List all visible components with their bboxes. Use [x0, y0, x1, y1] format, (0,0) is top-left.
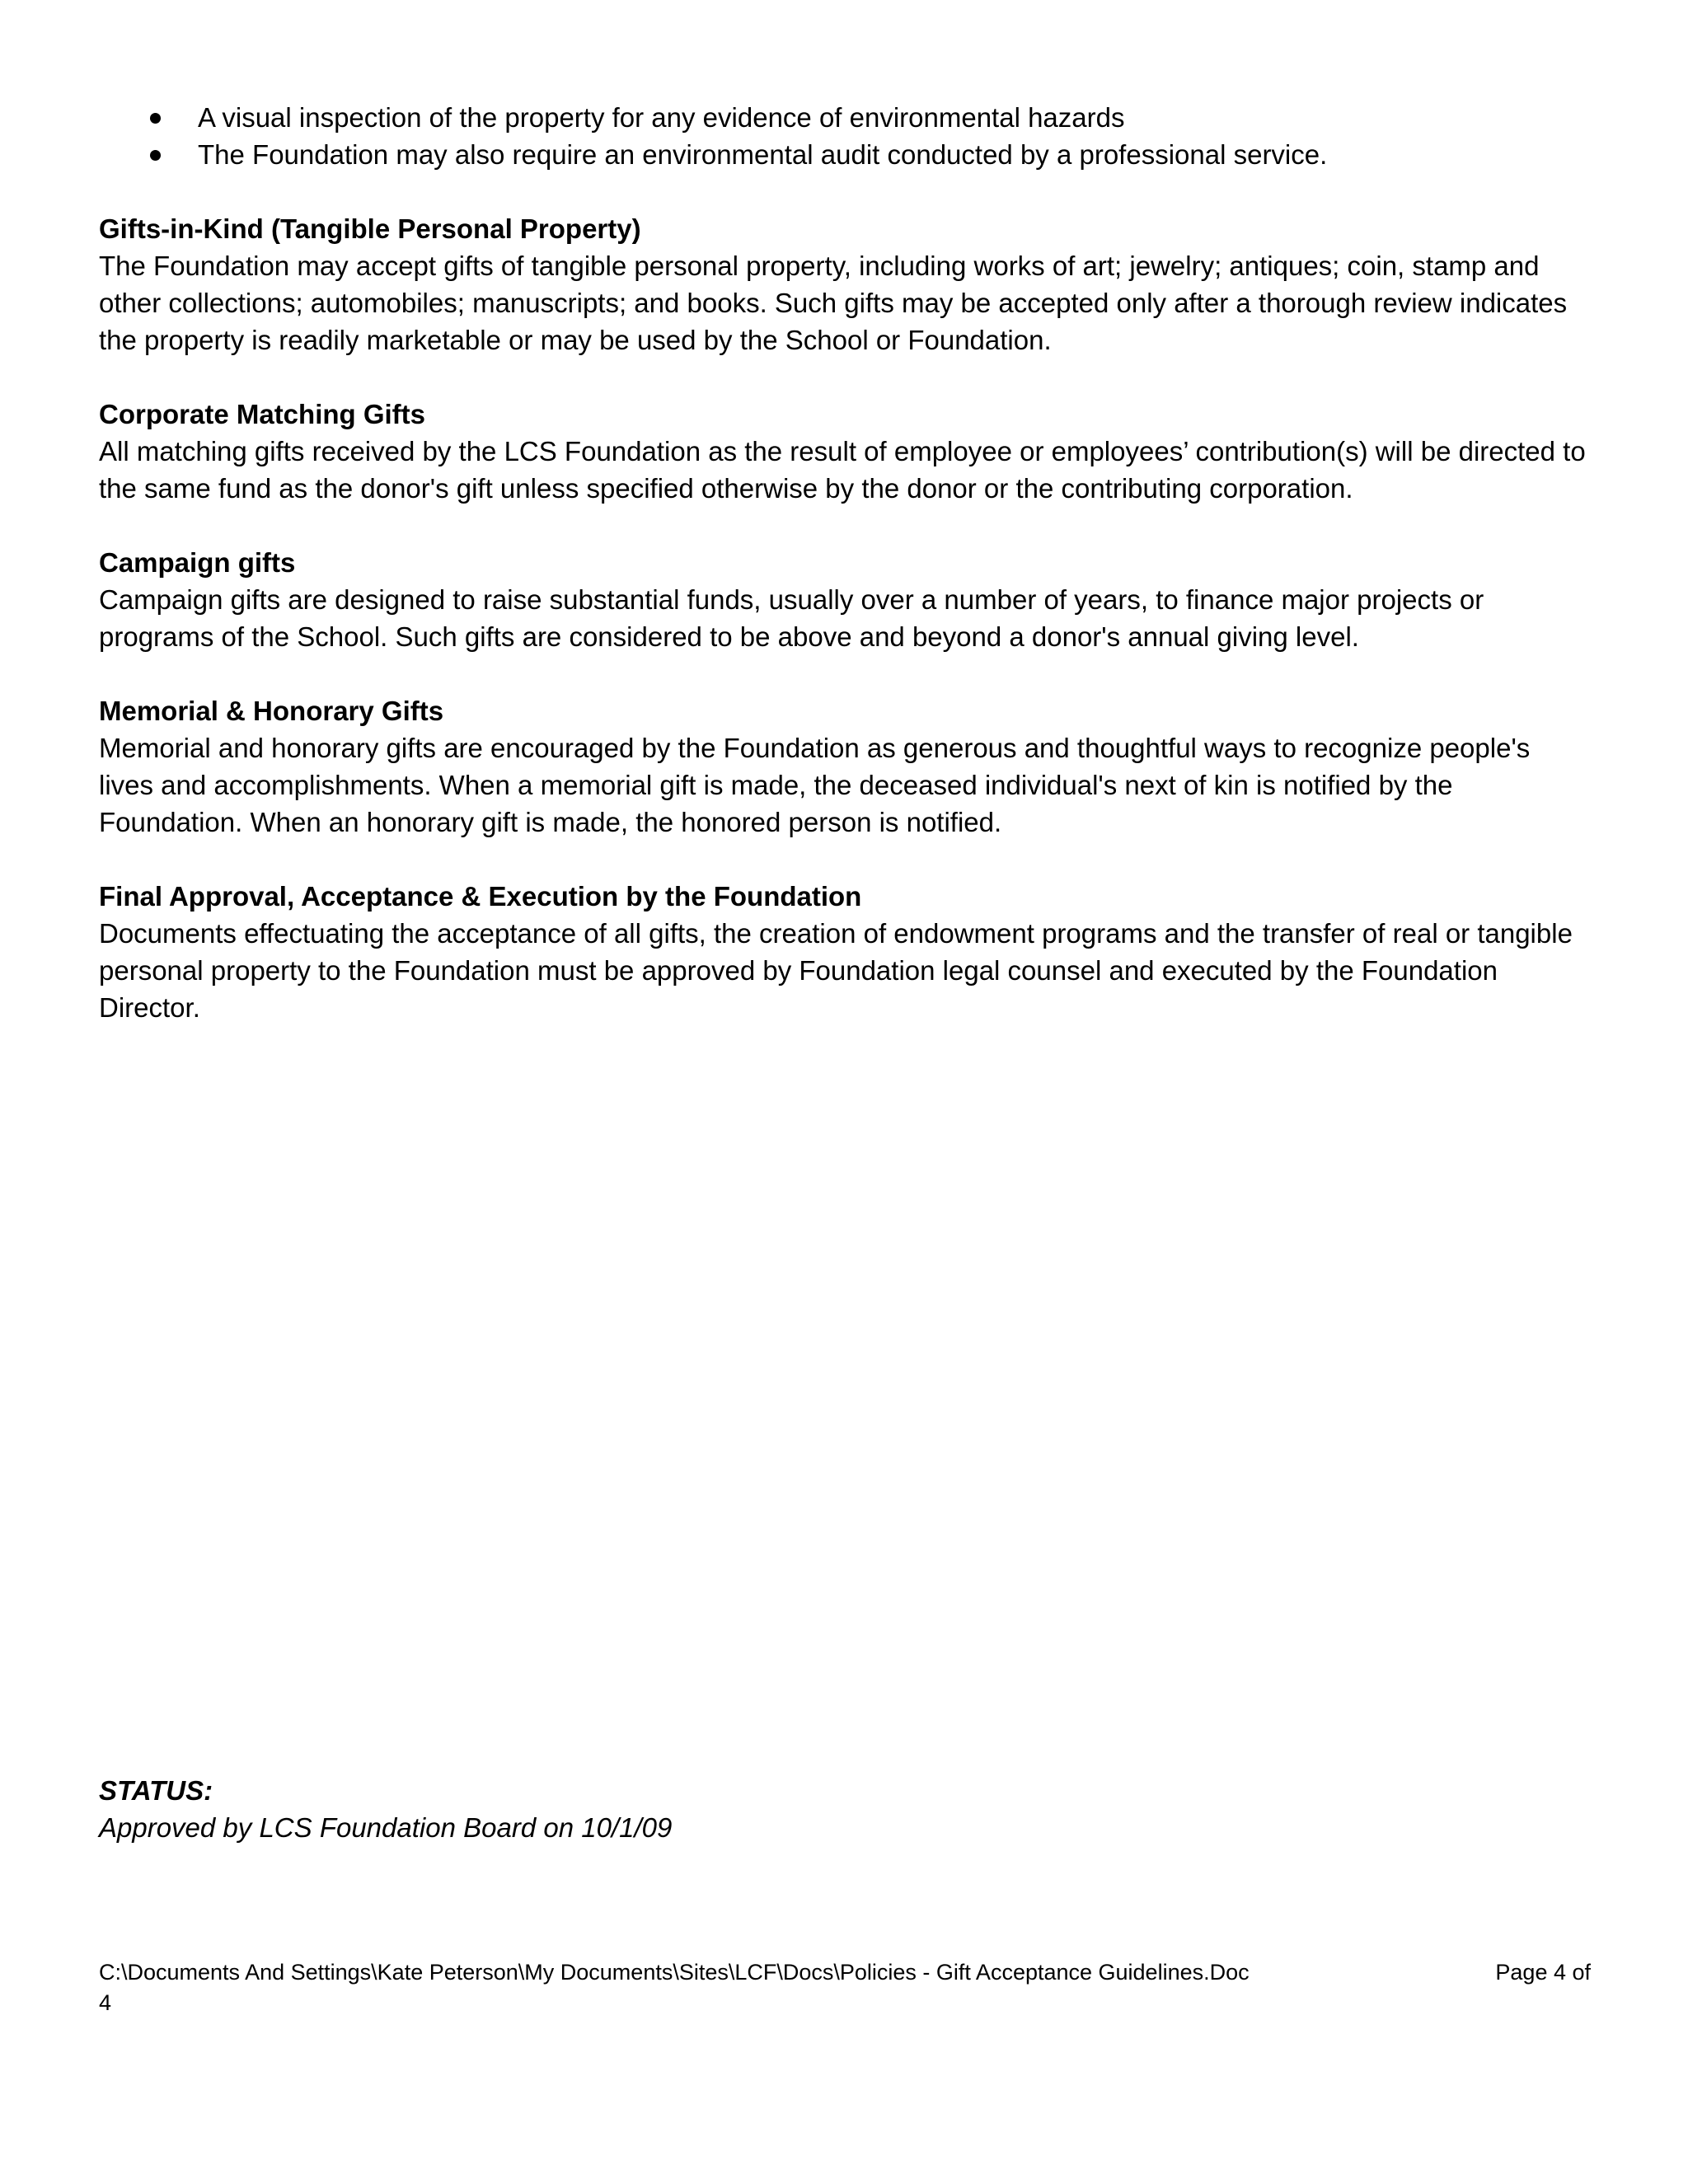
- bullet-text: The Foundation may also require an environmental audit conducted by a professional service.: [198, 139, 1328, 170]
- section-final-approval: [99, 878, 1591, 1026]
- footer-file-path: C:\Documents And Settings\Kate Peterson\My Documents\Sites\LCF\Docs\Policies - Gift Acceptance Guidelines.Doc: [99, 1960, 1250, 1985]
- footer-page-total: 4: [99, 1990, 112, 2015]
- document-page: [99, 99, 1591, 1063]
- status-label: STATUS:: [99, 1775, 213, 1806]
- section-corporate-matching-gifts: [99, 396, 1591, 507]
- bullet-text: A visual inspection of the property for any evidence of environmental hazards: [198, 102, 1125, 133]
- bullet-item: [99, 136, 1591, 173]
- section-body: All matching gifts received by the LCS Foundation as the result of employee or employees’ contribution(s) will be directed to the same fund as the donor's gift unless specified otherwise by the donor or the contributing corporation.: [99, 436, 1586, 504]
- section-body: Documents effectuating the acceptance of all gifts, the creation of endowment programs and the transfer of real or tangible personal property to the Foundation must be approved by Foundation legal counsel and executed by the Foundation Director.: [99, 918, 1573, 1023]
- section-body: The Foundation may accept gifts of tangible personal property, including works of art; jewelry; antiques; coin, stamp and other collections; automobiles; manuscripts; and books. Such gifts may be accepted only after a thorough review indicates the property is readily marketable or may be used by the School or Foundation.: [99, 251, 1568, 355]
- bullet-item: [99, 99, 1591, 136]
- section-campaign-gifts: [99, 544, 1591, 655]
- page-footer: [99, 1957, 1591, 2018]
- bullet-list: [99, 99, 1591, 173]
- status-block: [99, 1772, 1591, 1846]
- section-memorial-honorary-gifts: [99, 692, 1591, 841]
- section-heading: Memorial & Honorary Gifts: [99, 696, 444, 726]
- section-heading: Campaign gifts: [99, 547, 296, 578]
- section-heading: Final Approval, Acceptance & Execution by the Foundation: [99, 881, 862, 912]
- section-heading: Gifts-in-Kind (Tangible Personal Property): [99, 213, 641, 244]
- section-heading: Corporate Matching Gifts: [99, 399, 426, 429]
- section-gifts-in-kind: [99, 210, 1591, 359]
- section-body: Memorial and honorary gifts are encouraged by the Foundation as generous and thoughtful ways to recognize people's lives and accomplishments. When a memorial gift is made, the deceased individual's next of kin is notified by the Foundation. When an honorary gift is made, the honored person is notified.: [99, 733, 1531, 837]
- footer-page-number: Page 4 of: [1495, 1960, 1591, 1985]
- bullet-dot-icon: [150, 113, 161, 124]
- bullet-dot-icon: [150, 150, 161, 161]
- status-text: Approved by LCS Foundation Board on 10/1/09: [99, 1812, 673, 1843]
- section-body: Campaign gifts are designed to raise substantial funds, usually over a number of years, to finance major projects or programs of the School. Such gifts are considered to be above and beyond a donor's annual giving level.: [99, 584, 1484, 652]
